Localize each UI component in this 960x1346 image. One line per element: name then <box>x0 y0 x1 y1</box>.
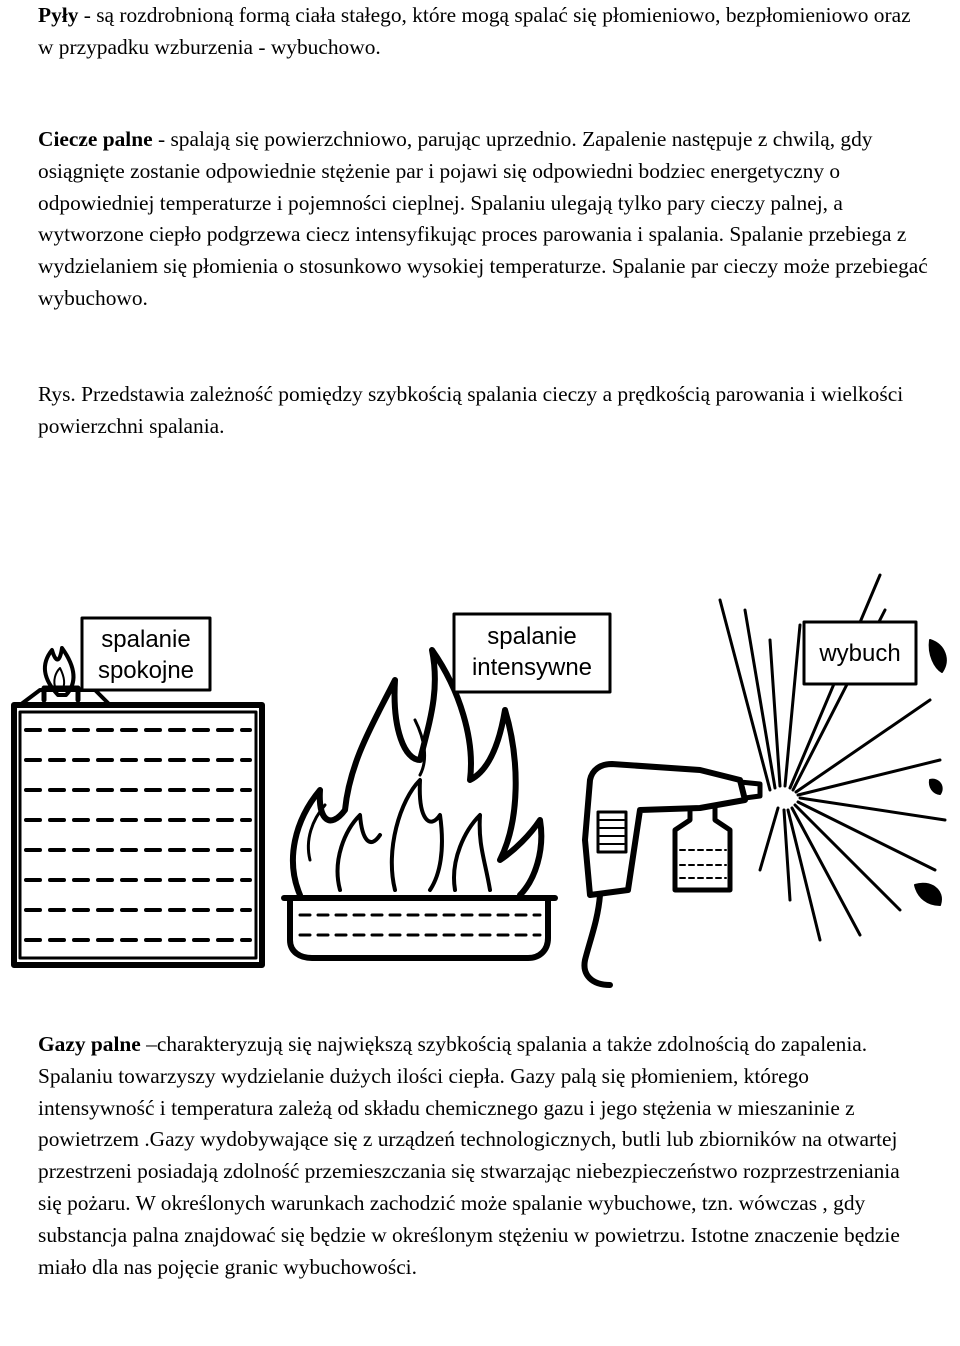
paragraph-figure-caption <box>38 379 928 443</box>
term-gases: Gazy palne <box>38 1032 141 1056</box>
pan <box>290 898 548 958</box>
canister-body <box>14 705 262 965</box>
label-calm-line2: spokojne <box>97 657 195 684</box>
label-calm-line1: spalanie <box>101 626 191 653</box>
debris <box>930 640 946 672</box>
label-intense-line2: intensywne <box>471 654 593 681</box>
spray-gun-illustration <box>584 575 945 985</box>
text-dusts: - są rozdrobnioną formą ciała stałego, które mogą spalać się płomieniowo, bezpłomieniowo oraz w przypadku wzburzenia - wybuchowo. <box>38 3 911 59</box>
label-explosion: wybuch <box>819 640 901 667</box>
text-liquids: - spalają się powierzchniowo, parując uprzednio. Zapalenie następuje z chwilą, gdy osiągnięte zostanie odpowiednie stężenie par i pojawi się odpowiedni bodziec energetyczny o odpowiedniej temperaturze i pojemności cieplnej. Spalaniu ulegają tylko pary cieczy palnej, a wytworzone ciepło podgrzewa ciecz intensyfikując proces parowania i spalania. Spalanie przebiega z wydzielaniem się płomienia o stosunkowo wysokiej temperaturze. Spalanie par cieczy może przebiegać wybuchowo. <box>38 127 928 310</box>
text-gases: –charakteryzują się największą szybkością spalania a także zdolnością do zapalenia. Spalaniu towarzyszy wydzielanie dużych ilości ciepła. Gazy palą się płomieniem, którego intensywność i temperatura zależą od składu chemicznego gazu i jego stężenia w mieszaninie z powietrzem .Gazy wydobywające się z urządzeń technologicznych, butli lub zbiorników na otwartej przestrzeni posiadają zdolność przemieszczania się stwarzając niebezpieczeństwo rozprzestrzeniania się pożaru. W określonych warunkach zachodzić może spalanie wybuchowe, tzn. wówczas , gdy substancja palna znajdować się będzie w określonym stężeniu w powietrzu. Istotne znaczenie będzie miało dla nas pojęcie granic wybuchowości. <box>38 1032 900 1279</box>
paragraph-dusts <box>38 0 928 64</box>
text-figure-caption: Rys. Przedstawia zależność pomiędzy szybkością spalania cieczy a prędkością parowania i wielkości powierzchni spalania. <box>38 382 904 438</box>
paragraph-gases <box>38 1029 928 1283</box>
spray-gun <box>585 764 745 895</box>
combustion-illustration <box>0 560 960 990</box>
term-liquids: Ciecze palne <box>38 127 153 151</box>
term-dusts: Pyły <box>38 3 79 27</box>
label-intense-line1: spalanie <box>487 623 577 650</box>
paragraph-liquids <box>38 124 928 315</box>
